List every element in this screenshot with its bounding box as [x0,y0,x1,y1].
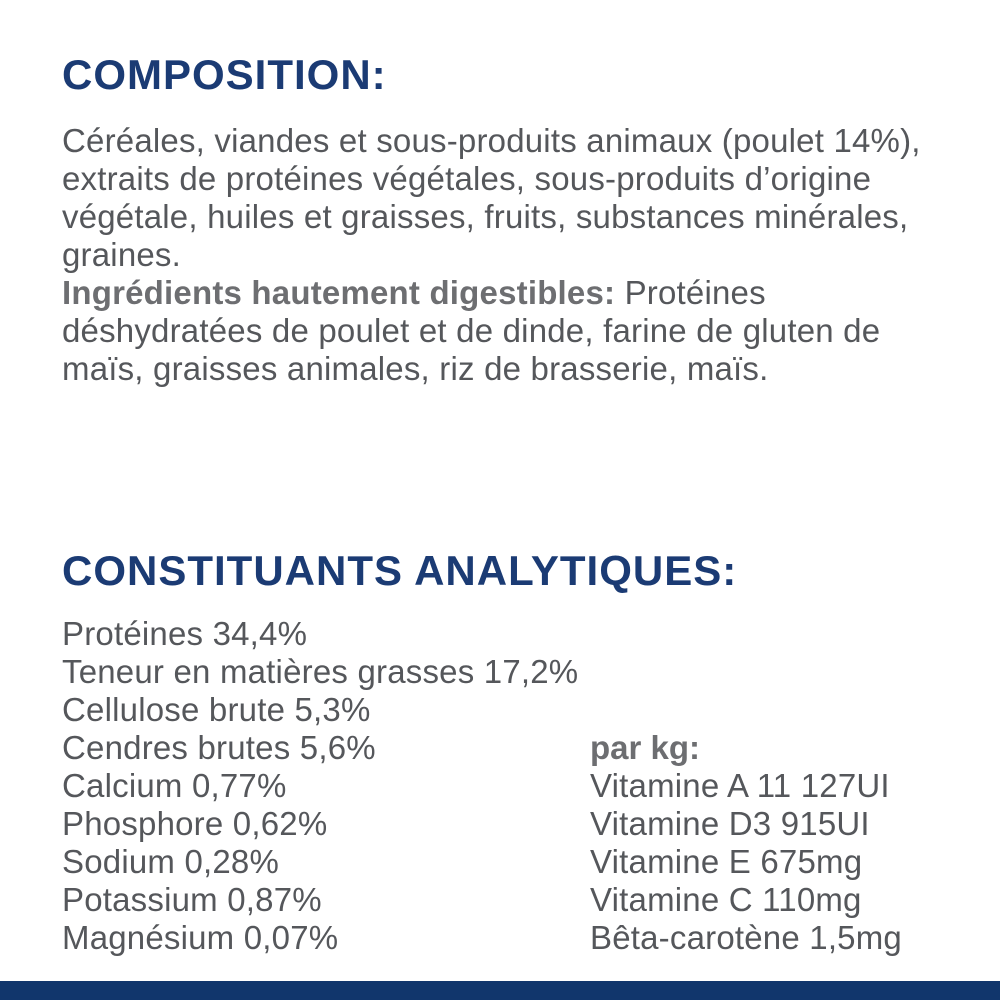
list-item: Potassium 0,87% [62,881,322,918]
list-item: Magnésium 0,07% [62,919,339,956]
ingredients-text: Céréales, viandes et sous-produits animaux (poulet 14%), extraits de protéines végétales, sous-produits d’origine végétale, huiles et graisses, fruits, substances minérales, graines. [62,122,921,273]
list-item: Protéines 34,4% [62,615,308,652]
analytical-constituents-section [62,547,952,594]
vitamins-list [590,767,970,957]
list-item: Vitamine C 110mg [590,881,862,918]
list-item: Cellulose brute 5,3% [62,691,371,728]
per-kg-header: par kg: [590,729,701,766]
composition-body [62,122,952,388]
digestible-ingredients-label: Ingrédients hautement digestibles: [62,274,616,311]
analytical-constituents-heading: CONSTITUANTS ANALYTIQUES: [62,547,738,594]
list-item: Phosphore 0,62% [62,805,328,842]
bottom-navy-bar [0,981,1000,1000]
list-item: Calcium 0,77% [62,767,287,804]
list-item: Vitamine E 675mg [590,843,863,880]
composition-heading: COMPOSITION: [62,51,387,98]
list-item: Vitamine A 11 127UI [590,767,890,804]
list-item: Vitamine D3 915UI [590,805,870,842]
per-kg-block [590,729,970,957]
list-item: Teneur en matières grasses 17,2% [62,653,579,690]
list-item: Cendres brutes 5,6% [62,729,376,766]
list-item: Sodium 0,28% [62,843,280,880]
analytes-list [62,615,622,957]
list-item: Bêta-carotène 1,5mg [590,919,902,956]
composition-section [62,51,952,388]
digestible-ingredients-text: Protéines déshydratées de poulet et de dinde, farine de gluten de maïs, graisses animales, riz de brasserie, maïs. [62,274,881,387]
